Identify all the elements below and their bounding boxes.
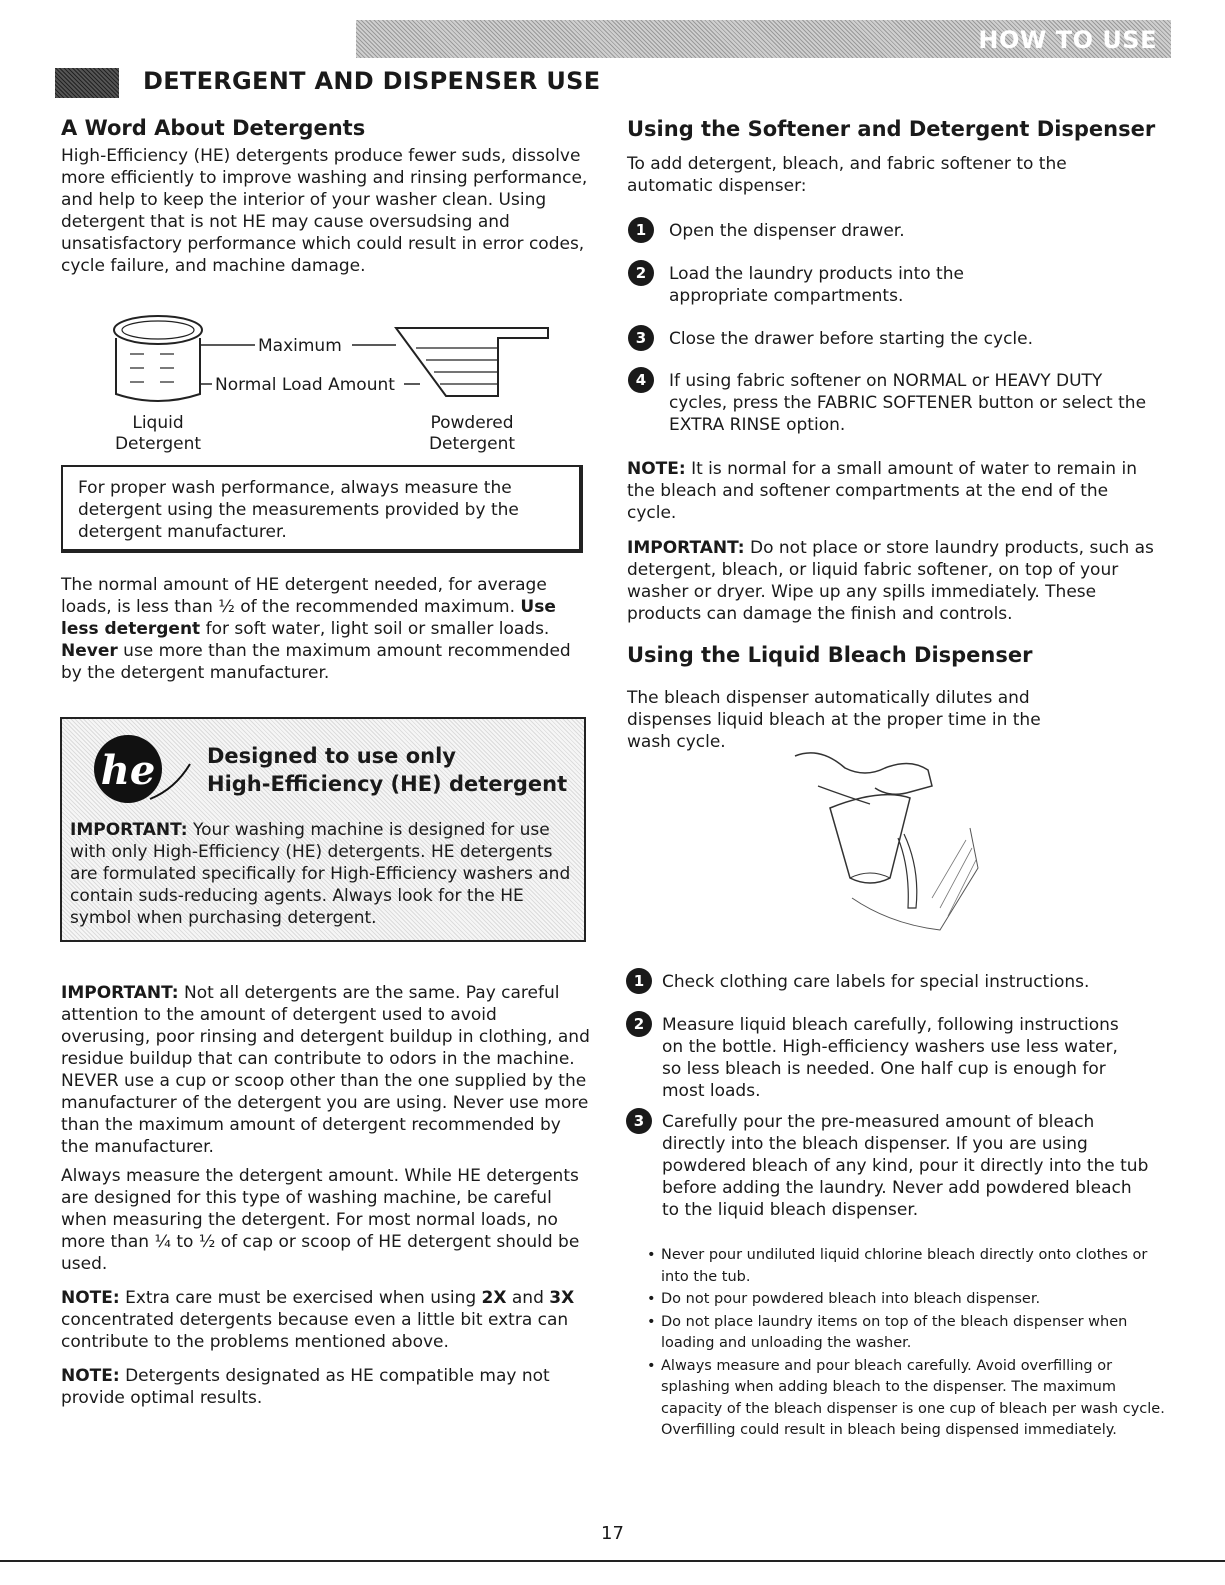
bleach-step-2: Measure liquid bleach carefully, following instructions on the bottle. High-efficiency washers use less water, so less bleach is needed. One half cup is enough for most loads. — [662, 1015, 1119, 1101]
note-concentrated-paragraph — [61, 1287, 591, 1353]
softener-step-2: Load the laundry products into the appropriate compartments. — [669, 264, 964, 306]
softener-important — [627, 537, 1157, 625]
never-bold: Never — [61, 641, 118, 661]
maximum-label: Maximum — [258, 336, 342, 356]
softener-note-label: NOTE: — [627, 459, 686, 479]
softener-step-4: If using fabric softener on NORMAL or HEAVY DUTY cycles, press the FABRIC SOFTENER button or select the EXTRA RINSE option. — [669, 371, 1147, 435]
important2-text: Not all detergents are the same. Pay careful attention to the amount of detergent used to avoid overusing, poor rinsing and detergent buildup in clothing, and residue buildup that can contribute to odors in the machine. NEVER use a cup or scoop other than the one supplied by the manufacturer of the detergent you are using. Never use more than the maximum amount of detergent recommended by the manufacturer. — [61, 983, 590, 1157]
step-4-icon: 4 — [628, 367, 654, 393]
bleach-cautions-list — [637, 1245, 1167, 1443]
normal-amount-paragraph — [61, 574, 591, 684]
softener-intro: To add detergent, bleach, and fabric softener to the automatic dispenser: — [627, 154, 1067, 196]
softener-important-label: IMPORTANT: — [627, 538, 745, 558]
he-logo-icon — [80, 729, 200, 809]
he-box-important — [70, 819, 580, 929]
pouring-bleach-illustration — [790, 748, 990, 938]
word-about-detergents-heading: A Word About Detergents — [61, 116, 366, 140]
softener-note-text: It is normal for a small amount of water to remain in the bleach and softener compartments at the end of the cycle. — [627, 459, 1137, 523]
bleach-step-1: Check clothing care labels for special instructions. — [662, 972, 1090, 992]
liquid-label-1: Liquid — [132, 413, 184, 433]
always-measure-paragraph: Always measure the detergent amount. While HE detergents are designed for this type of washing machine, be careful when measuring the detergent. For most normal loads, no more than ¼ to ½ of cap or scoop of HE detergent should be used. — [61, 1166, 580, 1274]
page-number: 17 — [601, 1523, 624, 1544]
important2-label: IMPORTANT: — [61, 983, 179, 1003]
he-box-title-line2: High-Efficiency (HE) detergent — [207, 772, 568, 796]
he-box-title-line1: Designed to use only — [207, 744, 456, 768]
note1-2x: 2X — [481, 1288, 507, 1308]
use-less-text: for soft water, light soil or smaller loads. — [205, 619, 550, 639]
note1-label: NOTE: — [61, 1288, 120, 1308]
he-important-text: Your washing machine is designed for use with only High-Efficiency (HE) detergents. HE detergents are formulated specifically for High-Efficiency washers and contain suds-reducing agents. Always look for the HE symbol when purchasing detergent. — [70, 820, 571, 928]
note1-and: and — [511, 1288, 544, 1308]
note1-3x: 3X — [549, 1288, 575, 1308]
word-about-detergents-text: High-Efficiency (HE) detergents produce fewer suds, dissolve more efficiently to improve washing and rinsing performance, and help to keep the interior of your washer clean. Using detergent that is not HE may cause oversudsing and unsatisfactory performance which could result in error codes, cycle failure, and machine damage. — [61, 146, 588, 276]
list-item: • Always measure and pour bleach carefully. Avoid overfilling or splashing when adding bleach to the dispenser. The maximum capacity of the bleach dispenser is one cup of bleach per wash cycle. Overfilling could result in bleach being dispensed immediately. — [637, 1356, 1167, 1442]
bleach-step-3-icon: 3 — [626, 1108, 652, 1134]
note1-text-a: Extra care must be exercised when using — [125, 1288, 477, 1308]
softener-important-text: Do not place or store laundry products, such as detergent, bleach, or liquid fabric softener, on top of your washer or dryer. Wipe up any spills immediately. These products can damage the finish and controls. — [627, 538, 1154, 624]
note2-text: Detergents designated as HE compatible may not provide optimal results. — [61, 1366, 550, 1408]
step-3-icon: 3 — [628, 325, 654, 351]
bottom-rule — [0, 1560, 1225, 1562]
he-box-title — [207, 742, 567, 798]
list-item: • Do not pour powdered bleach into bleach dispenser. — [637, 1289, 1167, 1311]
normal-load-label: Normal Load Amount — [215, 375, 395, 395]
softener-step-3: Close the drawer before starting the cycle. — [669, 329, 1034, 349]
bleach-step-3: Carefully pour the pre-measured amount of bleach directly into the bleach dispenser. If you are using powdered bleach of any kind, pour it directly into the tub before adding the laundry. Never add powdered bleach to the liquid bleach dispenser. — [662, 1112, 1149, 1220]
header-tab-label: HOW TO USE — [978, 26, 1157, 54]
bleach-dispenser-heading: Using the Liquid Bleach Dispenser — [627, 643, 1033, 667]
he-detergent-box — [60, 717, 586, 942]
use-less-bold: Use less detergent — [61, 597, 556, 639]
section-marker — [55, 68, 119, 98]
step-2-icon: 2 — [628, 260, 654, 286]
list-item: • Do not place laundry items on top of the bleach dispenser when loading and unloading the washer. — [637, 1312, 1167, 1355]
list-item: • Never pour undiluted liquid chlorine bleach directly onto clothes or into the tub. — [637, 1245, 1167, 1288]
powdered-label-1: Powdered — [430, 413, 514, 433]
measure-note-text: For proper wash performance, always measure the detergent using the measurements provided by the detergent manufacturer. — [78, 478, 519, 542]
never-text: use more than the maximum amount recommended by the detergent manufacturer. — [61, 641, 571, 683]
section-title: DETERGENT AND DISPENSER USE — [143, 67, 601, 95]
softener-note — [627, 458, 1157, 524]
detergent-fill-diagram — [100, 308, 570, 458]
bleach-step-2-icon: 2 — [626, 1011, 652, 1037]
normal-amount-text: The normal amount of HE detergent needed, for average loads, is less than ½ of the recommended maximum. — [61, 575, 547, 617]
important-detergents-paragraph — [61, 982, 591, 1158]
softener-dispenser-heading: Using the Softener and Detergent Dispenser — [627, 117, 1156, 141]
note2-label: NOTE: — [61, 1366, 120, 1386]
powdered-label-2: Detergent — [428, 434, 516, 454]
step-1-icon: 1 — [628, 217, 654, 243]
bleach-step-1-icon: 1 — [626, 968, 652, 994]
he-important-label: IMPORTANT: — [70, 820, 188, 840]
header-bar — [356, 20, 1171, 58]
measure-note-box — [61, 465, 583, 553]
note-he-compatible-paragraph — [61, 1365, 591, 1409]
he-logo-text: he — [100, 747, 156, 794]
liquid-cup-icon — [114, 316, 202, 401]
bleach-intro: The bleach dispenser automatically dilutes and dispenses liquid bleach at the proper time in the wash cycle. — [627, 688, 1041, 752]
powder-scoop-icon — [396, 328, 548, 396]
softener-step-1: Open the dispenser drawer. — [669, 221, 905, 241]
note1-text-b: concentrated detergents because even a little bit extra can contribute to the problems mentioned above. — [61, 1310, 569, 1352]
liquid-label-2: Detergent — [114, 434, 202, 454]
